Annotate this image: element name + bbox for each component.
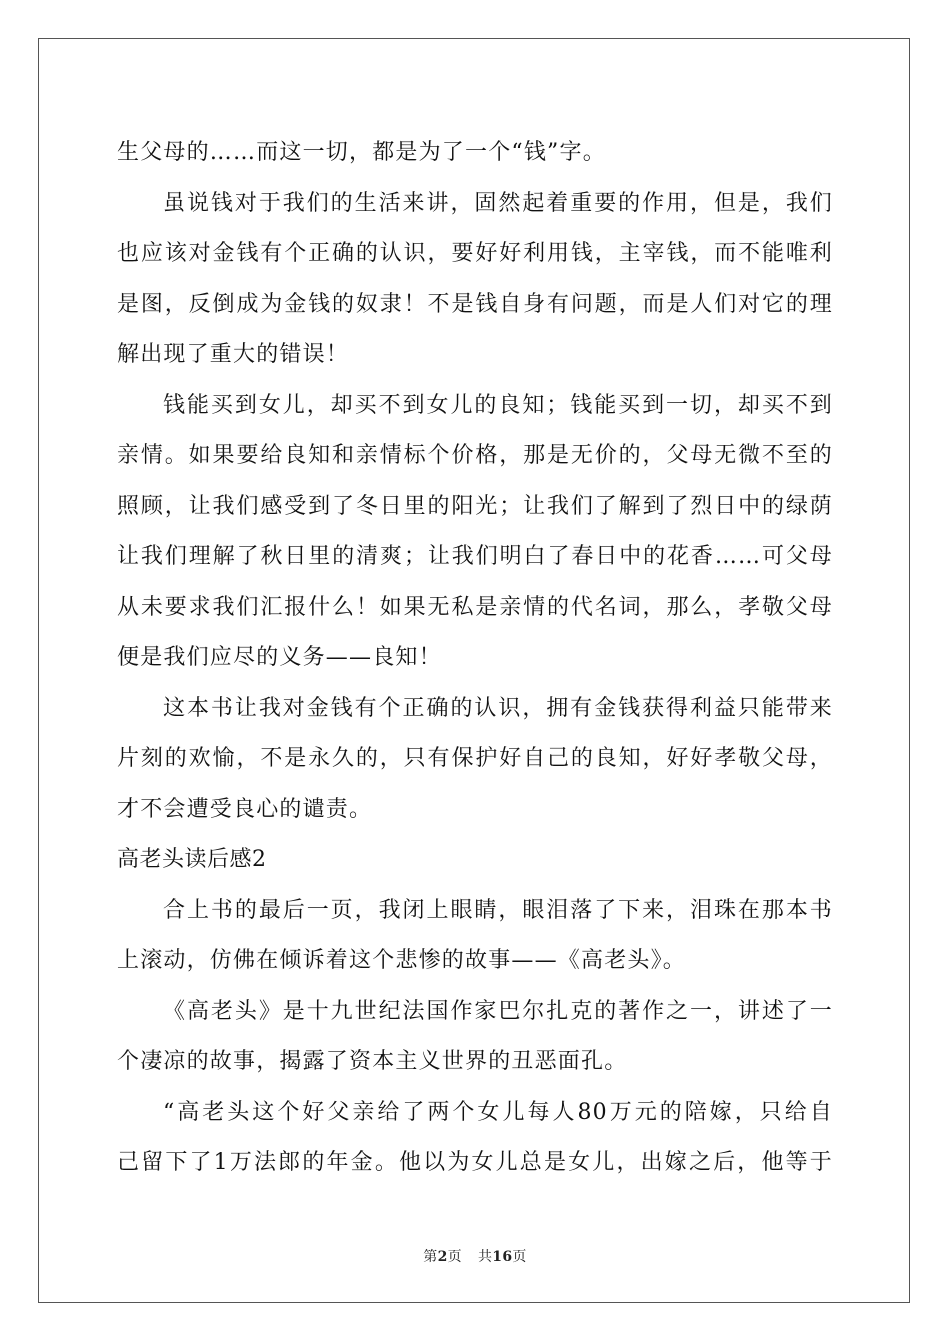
text-line: 己留下了1万法郎的年金。他以为女儿总是女儿，出嫁之后，他等于 bbox=[117, 1150, 833, 1175]
text-line: 是图，反倒成为金钱的奴隶！不是钱自身有问题，而是人们对它的理 bbox=[117, 291, 833, 317]
text-line: 个凄凉的故事，揭露了资本主义世界的丑恶面孔。 bbox=[117, 1049, 628, 1074]
total-suffix: 页 bbox=[512, 1249, 527, 1265]
paragraph-start-line: 钱能买到女儿，却买不到女儿的良知；钱能买到一切，却买不到 bbox=[163, 392, 833, 418]
page-suffix: 页 bbox=[447, 1249, 462, 1265]
text-line: 从未要求我们汇报什么！如果无私是亲情的代名词，那么，孝敬父母 bbox=[117, 594, 833, 620]
document-body bbox=[117, 128, 833, 1189]
paragraph-start-line: 虽说钱对于我们的生活来讲，固然起着重要的作用，但是，我们 bbox=[163, 190, 833, 216]
text-line: 片刻的欢愉，不是永久的，只有保护好自己的良知，好好孝敬父母， bbox=[117, 746, 833, 771]
text-line: 解出现了重大的错误！ bbox=[117, 342, 350, 367]
text-line: 照顾，让我们感受到了冬日里的阳光；让我们了解到了烈日中的绿荫 bbox=[117, 493, 833, 519]
text-line: 才不会遭受良心的谴责。 bbox=[117, 796, 373, 822]
page-current: 2 bbox=[437, 1249, 448, 1265]
paragraph-start-line: 合上书的最后一页，我闭上眼睛，眼泪落了下来，泪珠在那本书 bbox=[163, 897, 833, 923]
paragraph-start-line: 《高老头》是十九世纪法国作家巴尔扎克的著作之一，讲述了一 bbox=[163, 998, 833, 1024]
text-line: 上滚动，仿佛在倾诉着这个悲惨的故事——《高老头》。 bbox=[117, 948, 687, 973]
text-line: 也应该对金钱有个正确的认识，要好好利用钱，主宰钱，而不能唯利 bbox=[117, 241, 833, 266]
text-line: 亲情。如果要给良知和亲情标个价格，那是无价的，父母无微不至的 bbox=[117, 443, 833, 468]
text-line: 便是我们应尽的义务——良知！ bbox=[117, 645, 442, 670]
total-prefix: 共 bbox=[477, 1249, 493, 1265]
text-line: 生父母的……而这一切，都是为了一个“钱”字。 bbox=[117, 140, 606, 165]
paragraph-start-line: 这本书让我对金钱有个正确的认识，拥有金钱获得利益只能带来 bbox=[163, 695, 833, 721]
page-total: 16 bbox=[492, 1249, 513, 1265]
page-footer bbox=[0, 1246, 950, 1266]
paragraph-start-line: “高老头这个好父亲给了两个女儿每人80万元的陪嫁，只给自 bbox=[163, 1099, 833, 1125]
section-heading: 高老头读后感2 bbox=[117, 847, 267, 872]
page-prefix: 第 bbox=[423, 1249, 438, 1265]
text-line: 让我们理解了秋日里的清爽；让我们明白了春日中的花香……可父母 bbox=[117, 544, 833, 569]
